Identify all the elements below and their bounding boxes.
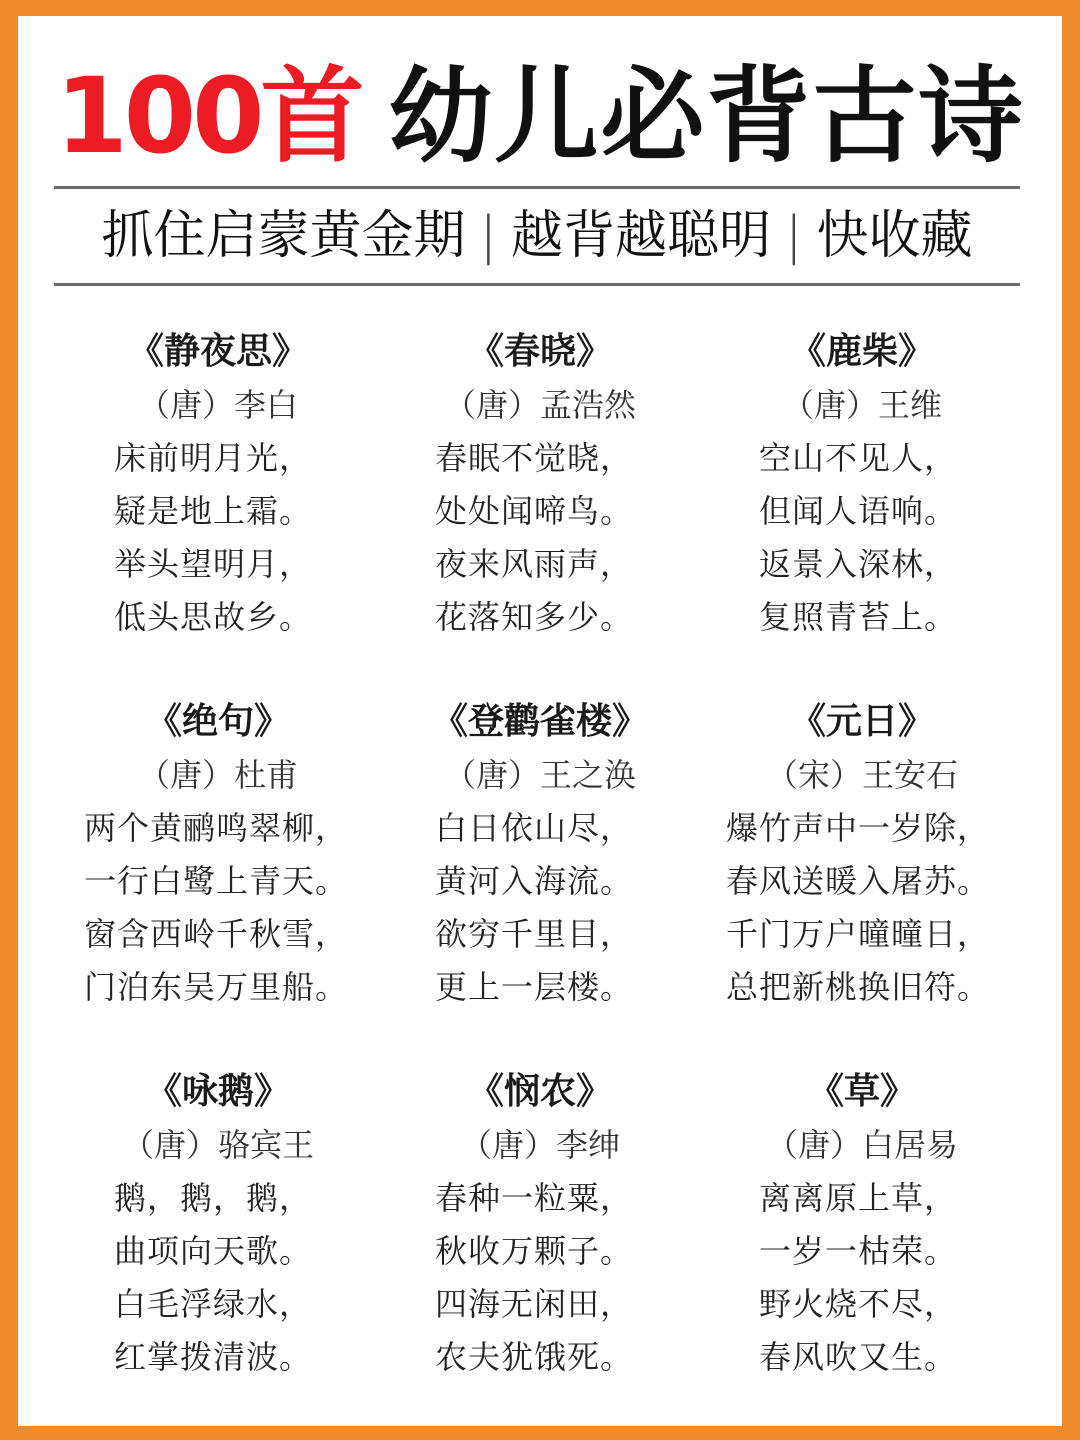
poem-author: （唐）李白 xyxy=(137,386,298,424)
poem-line: 农夫犹饿死。 xyxy=(435,1338,634,1376)
poem-line: 空山不见人， xyxy=(759,439,958,477)
poem-title: 《静夜思》 xyxy=(127,330,308,372)
poem-card xyxy=(380,1064,700,1384)
poem-line: 复照青苔上。 xyxy=(759,598,958,636)
poem-card xyxy=(58,1064,378,1384)
poem-line: 白日依山尽， xyxy=(435,809,634,847)
poem-title: 《元日》 xyxy=(789,700,934,742)
poem-card xyxy=(58,324,378,644)
page-title xyxy=(18,46,1062,186)
poem-title: 《悯农》 xyxy=(467,1070,612,1112)
poem-line: 春眠不觉晓， xyxy=(435,439,634,477)
poem-line: 秋收万颗子。 xyxy=(435,1232,634,1270)
poem-line: 门泊东吴万里船。 xyxy=(84,968,349,1006)
poem-title: 《草》 xyxy=(807,1070,916,1112)
poem-title: 《绝句》 xyxy=(145,700,290,742)
poem-line: 野火烧不尽， xyxy=(759,1285,958,1323)
poem-card xyxy=(380,694,700,1014)
poem-line: 欲穷千里目， xyxy=(435,915,634,953)
poem-author: （唐）王维 xyxy=(781,386,942,424)
poem-author: （唐）白居易 xyxy=(765,1126,958,1164)
poem-author: （宋）王安石 xyxy=(765,756,958,794)
poem-line: 返景入深林， xyxy=(759,545,958,583)
subtitle-part-2: 越背越聪明 xyxy=(510,206,771,266)
poem-line: 离离原上草， xyxy=(759,1179,958,1217)
poem-line: 处处闻啼鸟。 xyxy=(435,492,634,530)
poem-line: 春风吹又生。 xyxy=(759,1338,958,1376)
subtitle-part-3: 快收藏 xyxy=(816,206,973,266)
poem-card xyxy=(702,1064,1022,1384)
poem-author: （唐）王之涣 xyxy=(443,756,636,794)
divider-bottom xyxy=(54,283,1020,286)
poem-line: 两个黄鹂鸣翠柳， xyxy=(84,809,349,847)
poem-line: 床前明月光， xyxy=(114,439,313,477)
subtitle-part-1: 抓住启蒙黄金期 xyxy=(101,206,466,266)
divider-top xyxy=(54,186,1020,189)
poem-author: （唐）杜甫 xyxy=(137,756,298,794)
poem-card xyxy=(58,694,378,1014)
poem-title: 《咏鹅》 xyxy=(145,1070,290,1112)
poster xyxy=(18,16,1062,1426)
poem-card xyxy=(380,324,700,644)
poem-line: 爆竹声中一岁除， xyxy=(726,809,991,847)
title-count: 100首 xyxy=(55,55,361,177)
poem-line: 但闻人语响。 xyxy=(759,492,958,530)
poem-line: 曲项向天歌。 xyxy=(114,1232,313,1270)
poem-line: 低头思故乡。 xyxy=(114,598,313,636)
poem-title: 《登鹳雀楼》 xyxy=(431,700,648,742)
poem-line: 总把新桃换旧符。 xyxy=(726,968,991,1006)
subtitle-separator: | xyxy=(785,206,803,266)
poem-line: 一行白鹭上青天。 xyxy=(84,862,349,900)
poem-line: 黄河入海流。 xyxy=(435,862,634,900)
poem-line: 白毛浮绿水， xyxy=(114,1285,313,1323)
poem-line: 春种一粒粟， xyxy=(435,1179,634,1217)
poem-card xyxy=(702,694,1022,1014)
poem-line: 举头望明月， xyxy=(114,545,313,583)
poem-author: （唐）孟浩然 xyxy=(443,386,636,424)
poem-author: （唐）骆宾王 xyxy=(121,1126,314,1164)
subtitle xyxy=(54,190,1020,282)
poem-line: 红掌拨清波。 xyxy=(114,1338,313,1376)
poem-line: 一岁一枯荣。 xyxy=(759,1232,958,1270)
poem-line: 更上一层楼。 xyxy=(435,968,634,1006)
poem-line: 春风送暖入屠苏。 xyxy=(726,862,991,900)
poem-line: 窗含西岭千秋雪， xyxy=(84,915,349,953)
poem-author: （唐）李绅 xyxy=(459,1126,620,1164)
poem-line: 千门万户曈曈日， xyxy=(726,915,991,953)
poem-line: 花落知多少。 xyxy=(435,598,634,636)
poem-line: 夜来风雨声， xyxy=(435,545,634,583)
poem-title: 《鹿柴》 xyxy=(789,330,934,372)
poem-line: 疑是地上霜。 xyxy=(114,492,313,530)
poem-card xyxy=(702,324,1022,644)
poem-title: 《春晓》 xyxy=(467,330,612,372)
title-text: 幼儿必背古诗 xyxy=(388,55,1025,177)
subtitle-separator: | xyxy=(479,206,497,266)
poem-line: 四海无闲田， xyxy=(435,1285,634,1323)
poem-line: 鹅，鹅，鹅， xyxy=(114,1179,313,1217)
